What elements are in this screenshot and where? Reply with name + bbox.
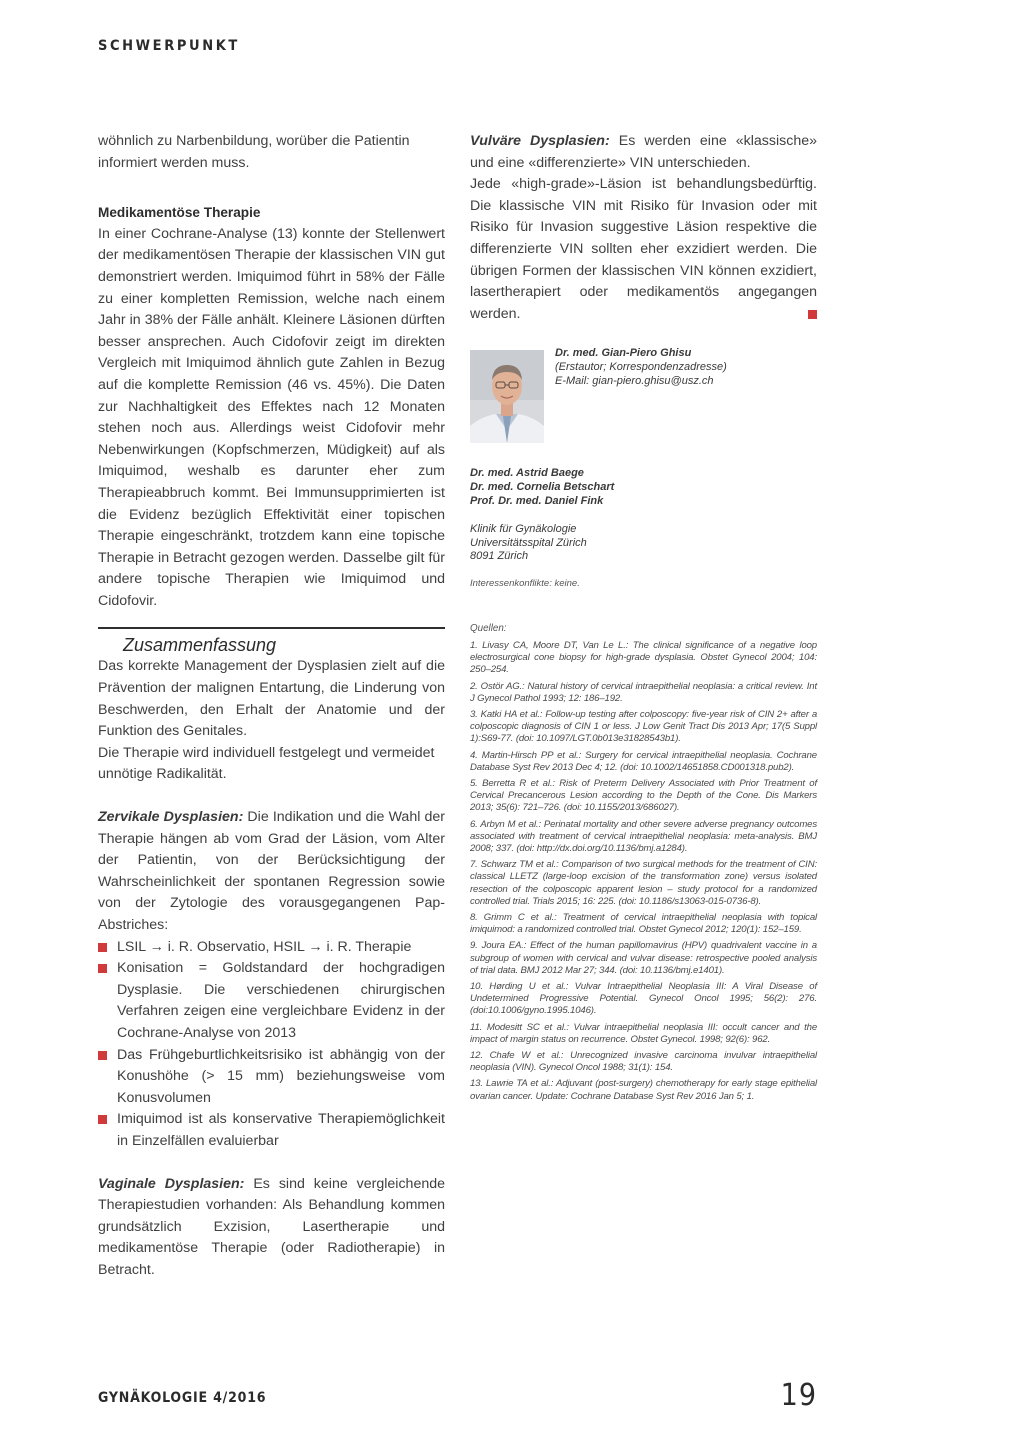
coauthor-name: Prof. Dr. med. Daniel Fink	[470, 494, 604, 507]
list-item: LSIL → i. R. Observatio, HSIL → i. R. Therapie	[98, 937, 445, 959]
vaginal-paragraph	[98, 1174, 445, 1282]
vulvar-paragraph-2: Jede «high-grade»-Läsion ist behandlungsbedürftig. Die klassische VIN mit Risiko für Invasion oder mit Risiko für Invasion suggestive Läsion respektive die differenzierte VIN sollten eher exzidiert werden. Die übrigen Formen der klassischen VIN können exzidiert, lasertherapiert oder medikamentös angegangen werden.	[470, 176, 817, 322]
reference-item: 9. Joura EA.: Effect of the human papillomavirus (HPV) quadrivalent vaccine in a subgroup of women with cervical and vulvar disease: retrospective pooled analysis of trial data. BMJ 2012 Mar 27; 344. (doi: 10.1136/bmj.e1401).	[470, 940, 817, 976]
reference-item: 13. Lawrie TA et al.: Adjuvant (post-surgery) chemotherapy for early stage epithelial ovarian cancer. Update: Cochrane Database Syst Rev 2016 Jan 5; 1.	[470, 1078, 817, 1102]
author-block	[470, 347, 817, 446]
vulvar-lead-in: Vulväre Dysplasien:	[470, 133, 610, 149]
list-item: Das Frühgeburtlichkeitsrisiko ist abhängig von der Konushöhe (> 15 mm) beziehungsweise vom Konusvolumen	[98, 1045, 445, 1110]
medication-paragraph: In einer Cochrane-Analyse (13) konnte der Stellenwert der medikamentösen Therapie der klassischen VIN gut demonstriert werden. Imiquimod führt in 58% der Fälle zu einer kompletten Remission, welche nach einem Jahr in 38% der Fälle anhält. Kleinere Läsionen dürften besser ansprechen. Auch Cidofovir zeigt im direkten Vergleich mit Imiquimod ähnlich gute Zahlen in Bezug auf die komplette Remission (46 vs. 45%). Die Daten zur Nachhaltigkeit des Effektes nach 12 Monaten stehen noch aus. Allerdings weist Cidofovir mehr Nebenwirkungen (Kopfschmerzen, Müdigkeit) auf als Imiquimod, weshalb es darunter eher zum Therapieabbruch kommt. Bei Immunsupprimierten ist die Evidenz bezüglich Effektivität einer topischen Therapie eingeschränkt, trotzdem kann eine topische Therapie in Betracht gezogen werden. Dasselbe gilt für andere topische Therapien wie Imiquimod und Cidofovir.	[98, 225, 445, 609]
coauthor-name: Dr. med. Astrid Baege	[470, 467, 584, 480]
author-portrait	[470, 350, 544, 443]
clinic-address	[470, 523, 817, 564]
cervical-lead-in: Zervikale Dysplasien:	[98, 809, 244, 826]
right-column	[470, 131, 817, 1107]
reference-item: 6. Arbyn M et al.: Perinatal mortality and other severe adverse pregnancy outcomes associated with treatment of cervical intraepithelial neoplasia: meta-analysis. BMJ 2008; 337. (doi: http://dx.doi.org/10.1136/bmj.a1284).	[470, 818, 817, 854]
clinic-line: Klinik für Gynäkologie	[470, 523, 577, 536]
reference-item: 5. Berretta R et al.: Risk of Preterm Delivery Associated with Prior Treatment of Cervical Precancerous Lesion according to the Depth of the Cone. Dis Markers 2013; 35(6): 721–726. (doi: 10.1155/2013/686027).	[470, 777, 817, 814]
cervical-bullet-list	[98, 937, 445, 1153]
left-column	[98, 131, 445, 1282]
list-item: Imiquimod ist als konservative Therapiemöglichkeit in Einzelfällen evaluierbar	[98, 1109, 445, 1152]
author-email[interactable]: E-Mail: gian-piero.ghisu@usz.ch	[555, 374, 714, 387]
section-label: SCHWERPUNKT	[98, 38, 240, 54]
list-item: Konisation = Goldstandard der hochgradigen Dysplasie. Die verschiedenen chirurgischen Verfahren zeigen eine vergleichbare Evidenz in der Cochrane-Analyse von 2013	[98, 958, 445, 1044]
cervical-text: Die Indikation und die Wahl der Therapie hängen ab vom Grad der Läsion, vom Alter der Patientin, von der Berücksichtigung der Wahrscheinlichkeit der spontanen Regression sowie von der Zytologie des vorausgegangenen Pap-Abstriches:	[98, 809, 445, 933]
reference-item: 1. Livasy CA, Moore DT, Van Le L.: The clinical significance of a negative loop electrosurgical cone biopsy for high-grade dysplasia. Obstet Gynecol 2004; 104: 250–254.	[470, 639, 817, 676]
author-info	[555, 347, 817, 388]
clinic-line: Universitätsspital Zürich	[470, 536, 587, 549]
reference-item: 7. Schwarz TM et al.: Comparison of two surgical methods for the treatment of CIN: classical LLETZ (large-loop excision of the transformation zone) versus isolated resection of the colposcopic apparent lesion – study protocol for a randomized controlled trial. Trials 2015; 16: 225. (doi: 10.1186/s13063-015-0736-8).	[470, 859, 817, 907]
clinic-line: 8091 Zürich	[470, 550, 529, 563]
section-divider	[98, 627, 445, 629]
conflicts-of-interest: Interessenkonflikte: keine.	[470, 577, 580, 589]
page-number: 19	[780, 1378, 817, 1413]
bullet-square-icon	[98, 964, 107, 973]
bullet-square-icon	[98, 1051, 107, 1060]
portrait-image	[470, 350, 544, 443]
summary-paragraph-2: Die Therapie wird individuell festgelegt und vermeidet unnötige Radikalität.	[98, 744, 435, 783]
vulvar-text: Es werden eine «klassische» und eine «differenzierte» VIN unterschieden.	[470, 133, 817, 171]
reference-list	[470, 640, 817, 1103]
reference-item: 8. Grimm C et al.: Treatment of cervical intraepithelial neoplasia with topical imiquimod: a randomized controlled trial. Obstet Gynecol 2012; 120(1): 152–159.	[470, 911, 817, 936]
summary-paragraph-1: Das korrekte Management der Dysplasien zielt auf die Prävention der malignen Entartung, die Linderung von Beschwerden, den Erhalt der Anatomie und der Funktion des Genitales.	[98, 658, 445, 740]
reference-item: 12. Chafe W et al.: Unrecognized invasive carcinoma invulvar intraepithelial neoplasia (VIN). Gynecol Oncol 1988; 31(1): 154.	[470, 1050, 817, 1074]
reference-item: 4. Martin-Hirsch PP et al.: Surgery for cervical intraepithelial neoplasia. Cochrane Database Syst Rev 2013 Dec 4; 12. (doi: 10.1002/14651858.CD001318.pub2).	[470, 749, 817, 773]
coauthor-list	[470, 467, 817, 508]
author-name: Dr. med. Gian-Piero Ghisu	[555, 347, 692, 360]
reference-item: 2. Ostör AG.: Natural history of cervical intraepithelial neoplasia: a critical review. Int J Gynecol Pathol 1993; 12: 186–192.	[470, 680, 817, 704]
cervical-paragraph	[98, 807, 445, 937]
bullet-square-icon	[98, 943, 107, 952]
summary-title: Zusammenfassung	[123, 635, 277, 656]
journal-issue: GYNÄKOLOGIE 4/2016	[98, 1390, 267, 1406]
vaginal-text: Es sind keine vergleichende Therapiestudien vorhanden: Als Behandlung kommen grundsätzlich Exzision, Lasertherapie und medikamentöse Therapie (oder Radiotherapie) in Betracht.	[98, 1175, 446, 1278]
end-mark-icon	[808, 310, 817, 319]
medication-heading: Medikamentöse Therapie	[98, 205, 261, 221]
vaginal-lead-in: Vaginale Dysplasien:	[98, 1175, 245, 1192]
reference-item: 3. Katki HA et al.: Follow-up testing after colposcopy: five-year risk of CIN 2+ after a colposcopic diagnosis of CIN 1 or less. J Low Genit Tract Dis 2013 Apr; 17(5 Suppl 1):S69-77. (doi: 10.1097/LGT.0b013e31828543b1).	[470, 708, 817, 745]
vulvar-paragraph	[470, 131, 817, 174]
sources-label: Quellen:	[470, 622, 507, 634]
intro-paragraph: wöhnlich zu Narbenbildung, worüber die Patientin informiert werden muss.	[98, 133, 410, 171]
bullet-square-icon	[98, 1115, 107, 1124]
reference-item: 11. Modesitt SC et al.: Vulvar intraepithelial neoplasia III: occult cancer and the impact of margin status on recurrence. Obstet Gynecol. 1998; 92(6): 962.	[470, 1021, 817, 1045]
coauthor-name: Dr. med. Cornelia Betschart	[470, 480, 615, 493]
author-role: (Erstautor; Korrespondenzadresse)	[555, 360, 727, 373]
reference-item: 10. Hørding U et al.: Vulvar Intraepithelial Neoplasia III: A Viral Disease of Undetermined Progressive Potential. Gynecol Oncol 1995; 56(2): 276. (doi:10.1006/gyno.1995.1046).	[470, 980, 817, 1017]
